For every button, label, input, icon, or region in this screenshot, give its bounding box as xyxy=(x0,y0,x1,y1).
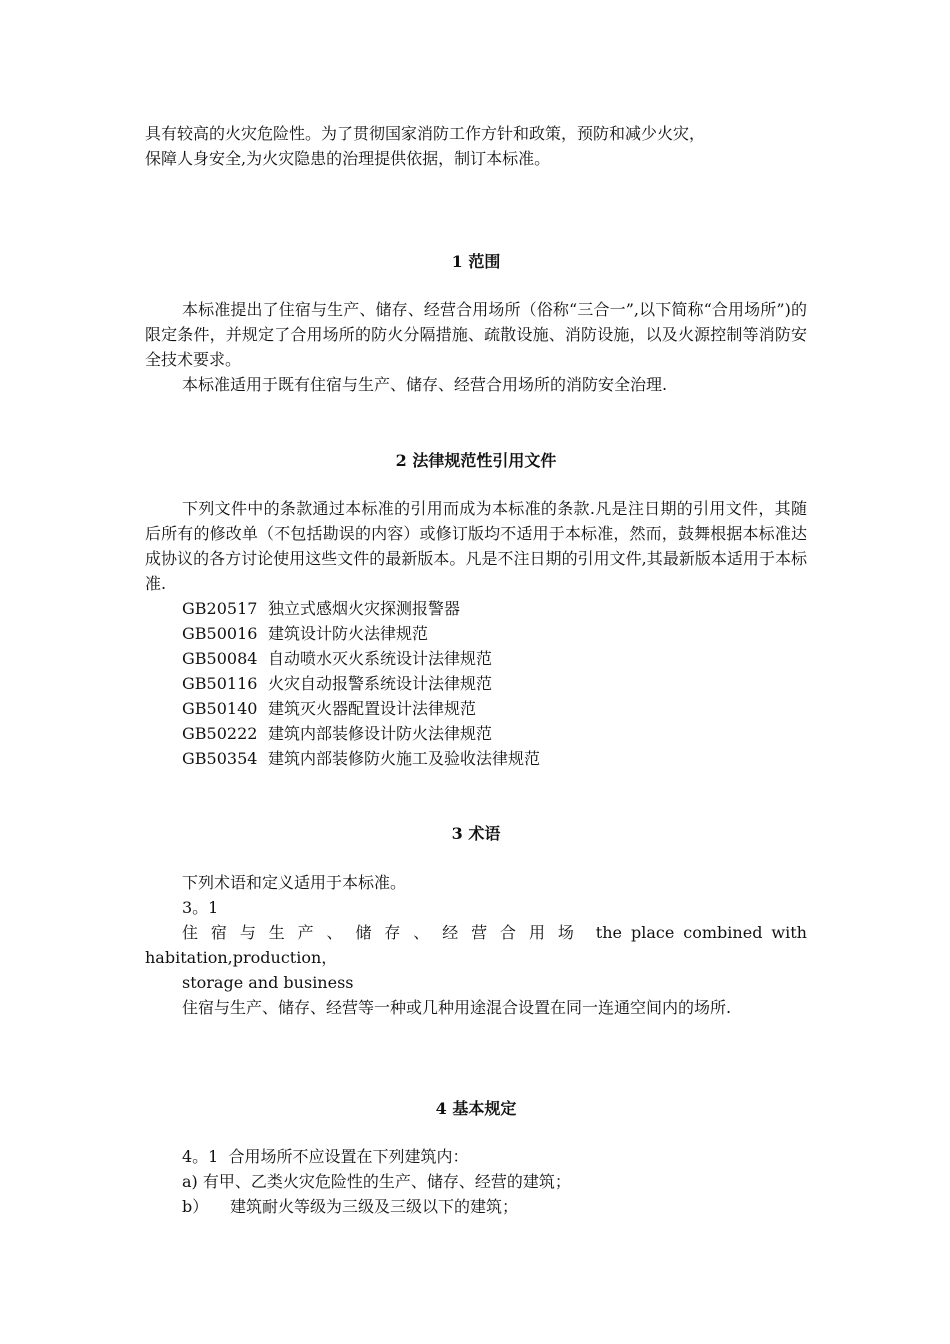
reference-title: 建筑内部装修设计防火法律规范 xyxy=(268,724,493,743)
reference-code: GB50116 xyxy=(182,674,258,693)
section-4-heading: 4 基本规定 xyxy=(435,1099,517,1118)
section-3-heading: 3 术语 xyxy=(451,824,501,843)
reference-item xyxy=(145,746,807,771)
reference-item xyxy=(145,596,807,621)
list-label: b） xyxy=(182,1197,209,1216)
section-1 xyxy=(145,249,807,274)
section-2-body xyxy=(145,496,807,771)
reference-item xyxy=(145,646,807,671)
reference-title: 独立式感烟火灾探测报警器 xyxy=(268,599,461,618)
section-2 xyxy=(145,448,807,473)
section-3-body xyxy=(145,870,807,1020)
list-text: 建筑耐火等级为三级及三级以下的建筑； xyxy=(230,1197,519,1216)
reference-item xyxy=(145,721,807,746)
term-english-2: habitation,production， xyxy=(145,948,338,967)
reference-code: GB50140 xyxy=(182,699,258,718)
term-number: 3。1 xyxy=(182,898,219,917)
reference-title: 建筑内部装修防火施工及验收法律规范 xyxy=(268,749,541,768)
intro-paragraph xyxy=(145,121,807,171)
term-definition: 住宿与生产、储存、经营等一种或几种用途混合设置在同一连通空间内的场所. xyxy=(182,998,732,1017)
reference-list xyxy=(145,596,807,771)
section-2-para-1: 下列文件中的条款通过本标准的引用而成为本标准的条款.凡是注日期的引用文件，其随后所有的修改单（不包括勘误的内容）或修订版均不适用于本标准，然而，鼓舞根据本标准达成协议的各方讨论使用这些文件的最新版本。凡是不注日期的引用文件,其最新版本适用于本标准. xyxy=(145,499,807,593)
term-chinese: 住宿与生产、储存、经营合用场 xyxy=(182,923,587,942)
term-line xyxy=(145,920,807,945)
list-item-b xyxy=(145,1194,807,1219)
reference-code: GB50354 xyxy=(182,749,258,768)
reference-code: GB50084 xyxy=(182,649,258,668)
intro-line-2: 保障人身安全,为火灾隐患的治理提供依据，制订本标准。 xyxy=(145,149,551,168)
intro-line-1: 具有较高的火灾危险性。为了贯彻国家消防工作方针和政策，预防和减少火灾， xyxy=(145,124,706,143)
reference-title: 火灾自动报警系统设计法律规范 xyxy=(268,674,493,693)
section-1-para-2: 本标准适用于既有住宿与生产、储存、经营合用场所的消防安全治理. xyxy=(182,375,668,394)
section-4 xyxy=(145,1096,807,1121)
clause-4-1 xyxy=(145,1144,807,1169)
section-2-heading: 2 法律规范性引用文件 xyxy=(395,451,557,470)
section-1-body xyxy=(145,297,807,397)
reference-item xyxy=(145,621,807,646)
term-english-1: the place combined with xyxy=(595,923,807,942)
section-3-intro: 下列术语和定义适用于本标准。 xyxy=(182,873,407,892)
reference-code: GB50016 xyxy=(182,624,258,643)
reference-code: GB20517 xyxy=(182,599,258,618)
clause-text: 合用场所不应设置在下列建筑内： xyxy=(228,1147,469,1166)
reference-title: 建筑设计防火法律规范 xyxy=(268,624,429,643)
reference-title: 建筑灭火器配置设计法律规范 xyxy=(268,699,477,718)
section-1-heading: 1 范围 xyxy=(451,252,501,271)
section-3 xyxy=(145,821,807,846)
reference-code: GB50222 xyxy=(182,724,258,743)
reference-title: 自动喷水灭火系统设计法律规范 xyxy=(268,649,493,668)
section-1-para-1: 本标准提出了住宿与生产、储存、经营合用场所（俗称“三合一”,以下简称“合用场所”)的限定条件，并规定了合用场所的防火分隔措施、疏散设施、消防设施，以及火源控制等消防安全技术要求。 xyxy=(145,300,807,369)
section-4-body xyxy=(145,1144,807,1219)
reference-item xyxy=(145,696,807,721)
term-english-3: storage and business xyxy=(182,973,354,992)
reference-item xyxy=(145,671,807,696)
list-item-a: a) 有甲、乙类火灾危险性的生产、储存、经营的建筑； xyxy=(182,1172,571,1191)
clause-number: 4。1 xyxy=(182,1147,219,1166)
